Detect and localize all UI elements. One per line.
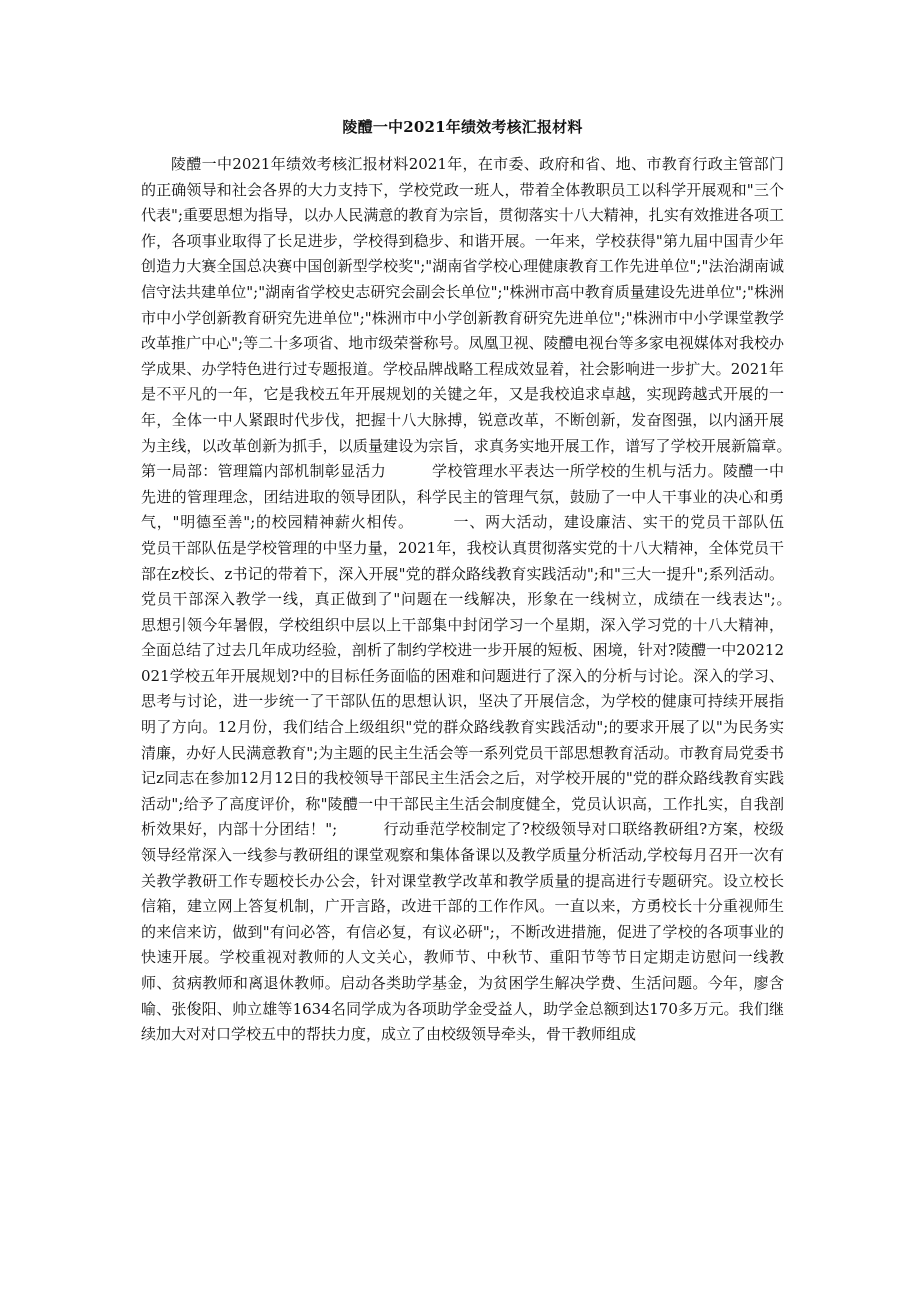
- document-body: 陵醴一中2021年绩效考核汇报材料2021年，在市委、政府和省、地、市教育行政主管部门的正确领导和社会各界的大力支持下，学校党政一班人，带着全体教职员工以科学开展观和"三个代表";重要思想为指导，以办人民满意的教育为宗旨，贯彻落实十八大精神，扎实有效推进各项工作，各项事业取得了长足进步，学校得到稳步、和谐开展。一年来，学校获得"第九届中国青少年创造力大赛全国总决赛中国创新型学校奖";"湖南省学校心理健康教育工作先进单位";"法治湖南诚信守法共建单位";"湖南省学校史志研究会副会长单位";"株洲市高中教育质量建设先进单位";"株洲市中小学创新教育研究先进单位";"株洲市中小学创新教育研究先进单位";"株洲市中小学课堂教学改革推广中心";等二十多项省、地市级荣誉称号。凤凰卫视、陵醴电视台等多家电视媒体对我校办学成果、办学特色进行过专题报道。学校品牌战略工程成效显着，社会影响进一步扩大。2021年是不平凡的一年，它是我校五年开展规划的关键之年，又是我校追求卓越，实现跨越式开展的一年，全体一中人紧跟时代步伐，把握十八大脉搏，锐意改革，不断创新，发奋图强，以内涵开展为主线，以改革创新为抓手，以质量建设为宗旨，求真务实地开展工作，谱写了学校开展新篇章。 第一局部：管理篇内部机制彰显活力 学校管理水平表达一所学校的生机与活力。陵醴一中先进的管理理念，团结进取的领导团队，科学民主的管理气氛，鼓励了一中人干事业的决心和勇气，"明德至善";的校园精神薪火相传。 一、两大活动，建设廉洁、实干的党员干部队伍 党员干部队伍是学校管理的中坚力量，2021年，我校认真贯彻落实党的十八大精神，全体党员干部在z校长、z书记的带着下，深入开展"党的群众路线教育实践活动";和"三大一提升";系列活动。党员干部深入教学一线，真正做到了"问题在一线解决，形象在一线树立，成绩在一线表达";。 思想引领今年暑假，学校组织中层以上干部集中封闭学习一个星期，深入学习党的十八大精神，全面总结了过去几年成功经验，剖析了制约学校进一步开展的短板、困境，针对?陵醴一中20212021学校五年开展规划?中的目标任务面临的困难和问题进行了深入的分析与讨论。深入的学习、思考与讨论，进一步统一了干部队伍的思想认识，坚决了开展信念，为学校的健康可持续开展指明了方向。12月份，我们结合上级组织"党的群众路线教育实践活动";的要求开展了以"为民务实清廉，办好人民满意教育";为主题的民主生活会等一系列党员干部思想教育活动。市教育局党委书记z同志在参加12月12日的我校领导干部民主生活会之后，对学校开展的"党的群众路线教育实践活动";给予了高度评价，称"陵醴一中干部民主生活会制度健全，党员认识高，工作扎实，自我剖析效果好，内部十分团结！"; 行动垂范学校制定了?校级领导对口联络教研组?方案，校级领导经常深入一线参与教研组的课堂观察和集体备课以及教学质量分析活动,学校每月召开一次有关教学教研工作专题校长办公会，针对课堂教学改革和教学质量的提高进行专题研究。设立校长信箱，建立网上答复机制，广开言路，改进干部的工作作风。一直以来，方勇校长十分重视师生的来信来访，做到"有问必答，有信必复，有议必研";，不断改进措施，促进了学校的各项事业的快速开展。学校重视对教师的人文关心，教师节、中秋节、重阳节等节日定期走访慰问一线教师、贫病教师和离退休教师。启动各类助学基金，为贫困学生解决学费、生活问题。今年，廖含喻、张俊阳、帅立雄等1634名同学成为各项助学金受益人，助学金总额到达170多万元。我们继续加大对对口学校五中的帮扶力度，成立了由校级领导牵头，骨干教师组成: [141, 155, 830, 1044]
- document-title: 陵醴一中2021年绩效考核汇报材料: [342, 118, 583, 136]
